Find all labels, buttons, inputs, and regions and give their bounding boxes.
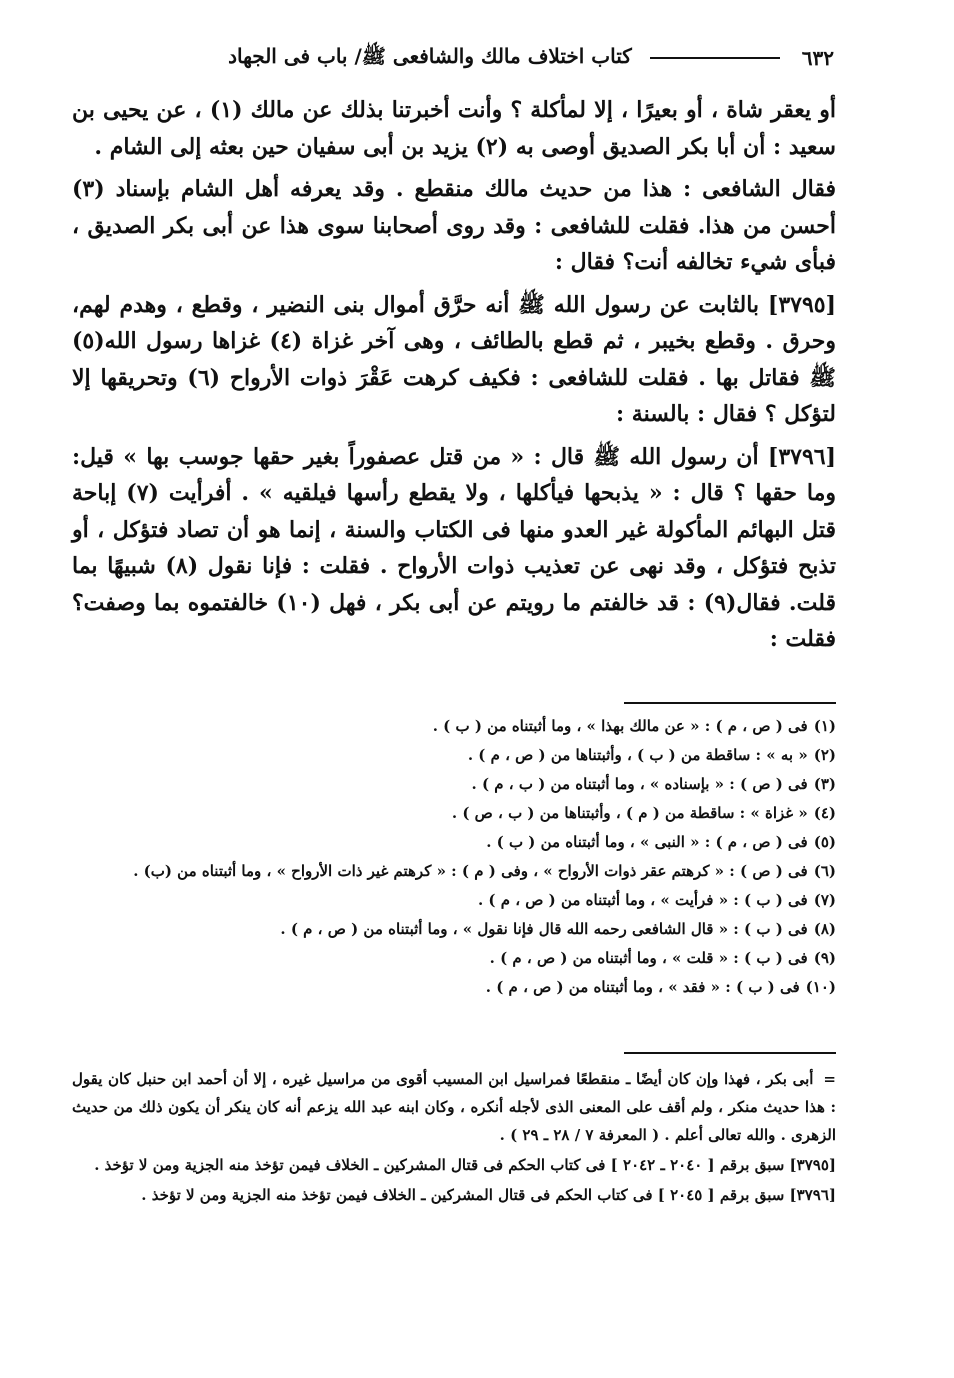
reference-number: [٣٧٩٥] [789,1156,836,1174]
paragraph-1: أو يعقر شاة ، أو بعيرًا ، إلا لمأكلة ؟ وأنت أخبرتنا بذلك عن مالك (١) ، عن يحيى بن سعيد : أن أبا بكر الصديق أوصى به (٢) يزيد بن أبى سفيان حين بعثه إلى الشام . [72,97,836,160]
footnote-number: (٨) [813,920,836,938]
paragraph-3795: [٣٧٩٥] بالثابت عن رسول الله ﷺ أنه حرَّق أموال بنى النضير ، وقطع ، وهدم لهم، وحرق . وقطع بخيبر ، ثم قطع بالطائف ، وهى آخر غزاة (٤) غزاها رسول الله(٥) ﷺ فقاتل بها . فقلت للشافعى : فكيف كرهت عَقْرَ ذوات الأرواح (٦) وتحريقها إلا لتؤكل ؟ فقال : بالسنة : [72,291,836,427]
footnote-divider [624,702,836,704]
footnote-text: فى ( ب ) : « فرأيت » ، وما أثبتناه من ( ص ، م ) . [477,891,808,909]
footnote-text: « غزاة » : ساقطة من ( م ) ، وأثبتناها من ( ب ، ص ) . [451,804,808,822]
page-number: ٦٣٢ [801,46,834,70]
footnote-number: (٧) [813,891,836,909]
footnote-number: (٥) [813,833,836,851]
footnote-number: (٤) [813,804,836,822]
running-title: كتاب اختلاف مالك والشافعى ﷺ/ باب فى الجهاد [228,43,632,68]
footnote-text: فى ( ب ) : « قال الشافعى رحمه الله قال فإنا نقول » ، وما أثبتناه من ( ص ، م ) . [280,920,808,938]
footnote [72,915,836,944]
reference-note [72,1151,836,1179]
footnote-text: فى ( ب ) : « فقد » ، وما أثبتناه من ( ص ، م ) . [485,978,800,996]
footnote-number: (١٠) [805,978,836,996]
footnote-text: فى ( ص ) : « بإسناده » ، وما أثبتناه من ( ب ، م ) . [471,775,808,793]
footnotes [72,712,836,1002]
footnote-text: فى ( ب ) : « قلت » ، وما أثبتناه من ( ص ، م ) . [489,949,808,967]
paragraph-3796: [٣٧٩٦] أن رسول الله ﷺ قال : « من قتل عصفوراً بغير حقها جوسب بها » قيل: وما حقها ؟ قال : « يذبحها فيأكلها ، ولا يقطع رأسها فيلقيه » . أفرأيت (٧) إباحة قتل البهائم المأكولة غير العدو منها فى الكتاب والسنة ، إنما هو أن تصاد فتؤكل ، أو تذبح فتؤكل ، وقد نهى عن تعذيب ذوات الأرواح . فقلت : فإنا نقول (٨) شبيهًا بما قلت. فقال(٩) : قد خالفتم ما رويتم عن أبى بكر ، فهل (١٠) خالفتموه بما وصفت؟ فقلت : [72,443,836,652]
continuation-note [72,1065,836,1149]
continuation-text: أبى بكر ، فهذا وإن كان أيضًا ـ منقطعًا فمراسيل ابن المسيب أقوى من مراسيل غيره ، إلا أن أحمد ابن حنبل كان يقول : هذا حديث منكر ، ولم أقف على المعنى الذى لأجله أنكره ، وكان ابنه عبد الله يزعم أنه كان ينكر أن يكون ذلك من حديث الزهرى . والله تعالى أعلم . ( المعرفة ٧ / ٢٨ ـ ٢٩ ) . [72,1070,836,1144]
footnote-text: فى ( ص ، م ) : « النبى » ، وما أثبتناه من ( ب ) . [486,833,808,851]
footnote [72,857,836,886]
footnote-text: فى ( ص ، م ) : « عن مالك بهذا » ، وما أثبتناه من ( ب ) . [432,717,808,735]
reference-note [72,1181,836,1209]
main-text [72,92,836,662]
notes-divider [624,1052,836,1054]
footnote-text: « به » : ساقطة من ( ب ) ، وأثبتناها من ( ص ، م ) . [467,746,808,764]
reference-text: سبق برقم [ ٢٠٤٠ ـ ٢٠٤٢ ] فى كتاب الحكم فى قتال المشركين ـ الخلاف فيمن تؤخذ منه الجزية ومن لا تؤخذ . [94,1156,785,1174]
footnote-number: (٣) [813,775,836,793]
footnote-text: فى ( ص ) : « كرهتم عقر ذوات الأرواح » ، وفى ( م ) : « كرهتم غير ذات الأرواح » ، وما أثبتناه من (ب) . [133,862,808,880]
reference-number: [٣٧٩٦] [789,1186,836,1204]
footnote [72,741,836,770]
page-header [70,38,834,78]
editor-notes [72,1065,836,1211]
footnote [72,799,836,828]
footnote [72,973,836,1002]
continuation-mark: = [823,1070,836,1088]
footnote [72,944,836,973]
footnote-number: (٦) [813,862,836,880]
footnote [72,886,836,915]
footnote [72,712,836,741]
reference-text: سبق برقم [ ٢٠٤٥ ] فى كتاب الحكم فى قتال المشركين ـ الخلاف فيمن تؤخذ منه الجزية ومن لا تؤخذ . [141,1186,785,1204]
footnote [72,770,836,799]
paragraph-2: فقال الشافعى : هذا من حديث مالك منقطع . وقد يعرفه أهل الشام بإسناد (٣) أحسن من هذا. فقلت للشافعى : وقد روى أصحابنا سوى هذا عن أبى بكر الصديق ، فبأى شيء تخالفه أنت؟ فقال : [72,176,836,275]
footnote-number: (٢) [813,746,836,764]
footnote-number: (١) [813,717,836,735]
header-rule [650,57,780,59]
footnote [72,828,836,857]
footnote-number: (٩) [813,949,836,967]
